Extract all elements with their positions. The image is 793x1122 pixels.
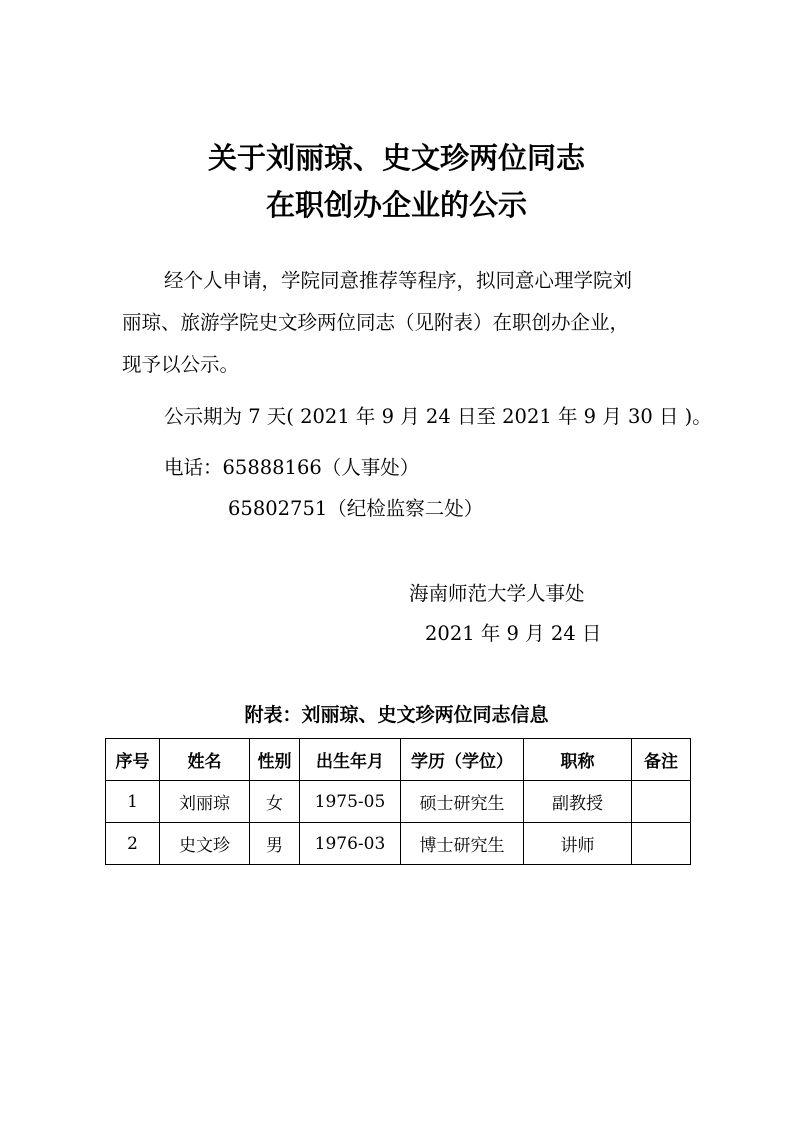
header-name: 姓名 xyxy=(160,739,250,781)
header-gender: 性别 xyxy=(250,739,300,781)
cell-name: 史文珍 xyxy=(160,823,250,865)
body-paragraph-2: 公示期为 7 天( 2021 年 9 月 24 日至 2021 年 9 月 30 日 )。 xyxy=(164,405,712,428)
cell-education: 硕士研究生 xyxy=(401,781,524,823)
header-remarks: 备注 xyxy=(632,739,691,781)
table-row xyxy=(106,781,691,823)
cell-index: 2 xyxy=(106,823,160,865)
cell-remarks xyxy=(632,823,691,865)
body-paragraph-1-line-2: 丽琼、旅游学院史文珍两位同志（见附表）在职创办企业， xyxy=(122,311,630,334)
cell-title: 讲师 xyxy=(524,823,632,865)
info-table xyxy=(105,738,691,865)
header-index: 序号 xyxy=(106,739,160,781)
table-caption: 附表：刘丽琼、史文珍两位同志信息 xyxy=(244,704,549,726)
body-paragraph-1-line-1: 经个人申请，学院同意推荐等程序，拟同意心理学院刘 xyxy=(164,269,633,292)
cell-name: 刘丽琼 xyxy=(160,781,250,823)
cell-remarks xyxy=(632,781,691,823)
cell-gender: 女 xyxy=(250,781,300,823)
cell-title: 副教授 xyxy=(524,781,632,823)
cell-index: 1 xyxy=(106,781,160,823)
table-header-row xyxy=(106,739,691,781)
document-title-line-1: 关于刘丽琼、史文珍两位同志 xyxy=(207,141,585,175)
phone-line-2: 65802751（纪检监察二处） xyxy=(228,497,484,520)
cell-birth: 1975-05 xyxy=(300,781,401,823)
table-row xyxy=(106,823,691,865)
header-title: 职称 xyxy=(524,739,632,781)
cell-gender: 男 xyxy=(250,823,300,865)
cell-birth: 1976-03 xyxy=(300,823,401,865)
phone-line-1: 电话：65888166（人事处） xyxy=(164,456,420,479)
document-title-line-2: 在职创办企业的公示 xyxy=(265,188,527,222)
cell-education: 博士研究生 xyxy=(401,823,524,865)
header-birth: 出生年月 xyxy=(300,739,401,781)
body-paragraph-1-line-3: 现予以公示。 xyxy=(122,353,240,376)
header-education: 学历（学位） xyxy=(401,739,524,781)
signature-organization: 海南师范大学人事处 xyxy=(409,582,585,605)
signature-date: 2021 年 9 月 24 日 xyxy=(425,622,602,645)
